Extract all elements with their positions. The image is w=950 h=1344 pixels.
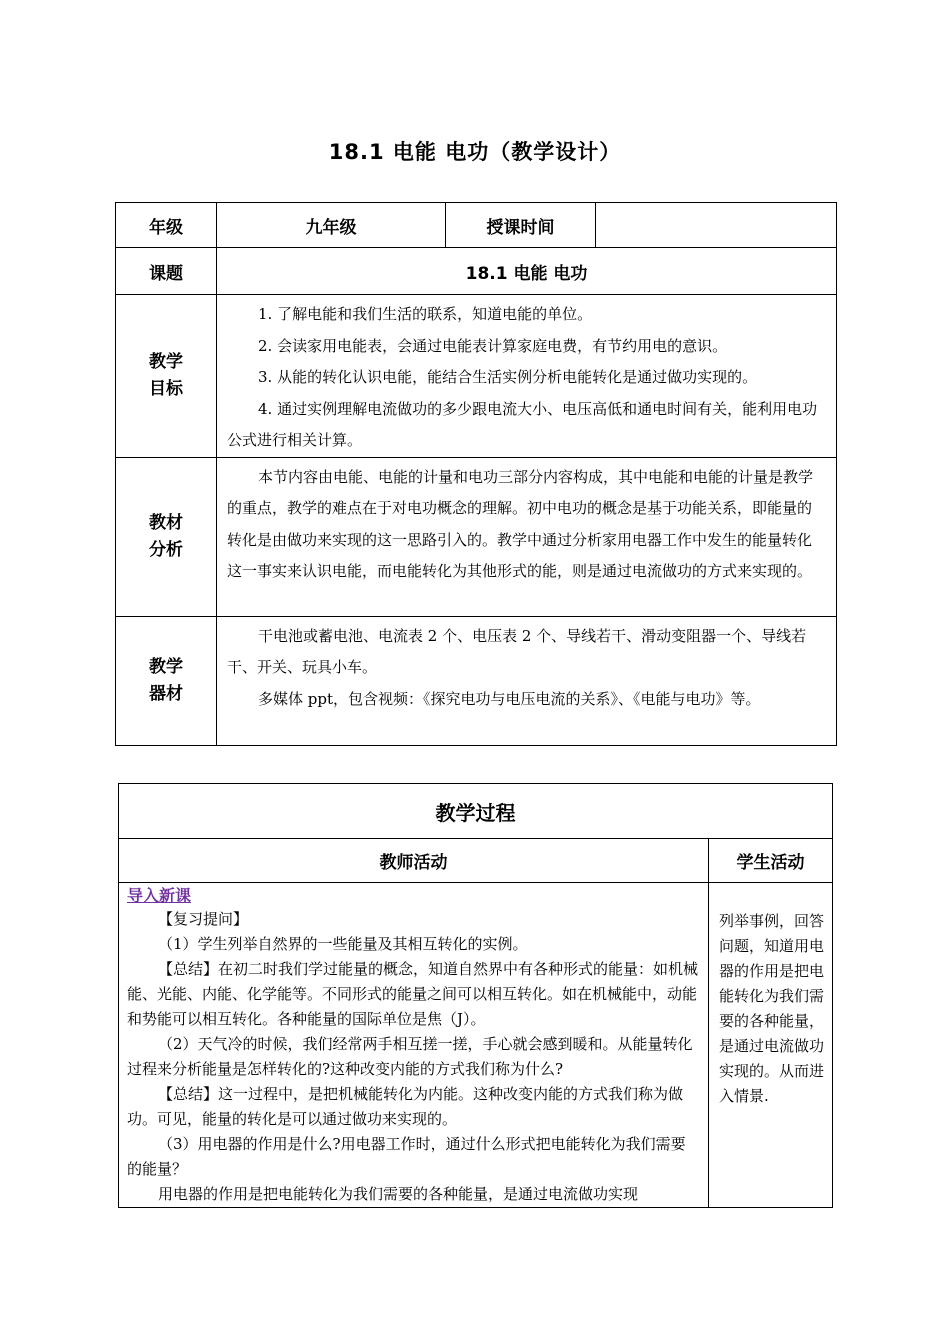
grade-value: 九年级 [217,203,446,248]
teacher-paragraph: 用电器的作用是把电能转化为我们需要的各种能量，是通过电流做功实现 [158,1185,639,1203]
process-header-row [119,839,833,883]
equipment-row [116,616,837,745]
lead-in-heading: 导入新课 [127,886,192,905]
analysis-content [217,457,837,616]
analysis-text: 本节内容由电能、电能的计量和电功三部分内容构成，其中电能和电能的计量是教学的重点，教学的难点在于对电功概念的理解。初中电功的概念是基于功能关系，即能量的转化是由做功来实现的这一思路引入的。教学中通过分析家用电器工作中发生的能量转化这一事实来认识电能，而电能转化为其他形式的能，则是通过电流做功的方式来实现的。 [227,467,814,580]
student-activity-header: 学生活动 [709,839,833,883]
teaching-process-table [118,783,833,1208]
objective-item: 2. 会读家用电能表，会通过电能表计算家庭电费，有节约用电的意识。 [258,336,728,355]
teacher-paragraph: （1）学生列举自然界的一些能量及其相互转化的实例。 [158,935,528,953]
lesson-info-table [115,202,837,746]
objectives-row [116,295,837,458]
objective-item: 4. 通过实例理解电流做功的多少跟电流大小、电压高低和通电时间有关，能利用电功公式进行相关计算。 [227,399,818,449]
objectives-label: 教学 目标 [116,295,217,458]
equipment-item: 干电池或蓄电池、电流表 2 个、电压表 2 个、导线若干、滑动变阻器一个、导线若干、开关、玩具小车。 [227,626,807,676]
equipment-label: 教学 器材 [116,616,217,745]
analysis-row [116,457,837,616]
equipment-content [217,616,837,745]
student-activity-content: 列举事例，回答问题，知道用电器的作用是把电能转化为我们需要的各种能量，是通过电流做功实现的。从而进入情景. [709,883,833,1208]
process-title: 教学过程 [119,784,833,839]
topic-row [116,248,837,295]
grade-label: 年级 [116,203,217,248]
process-title-row [119,784,833,839]
analysis-label: 教材 分析 [116,457,217,616]
class-time-value [596,203,837,248]
class-time-label: 授课时间 [446,203,596,248]
grade-row [116,203,837,248]
teacher-paragraph: 【总结】这一过程中，是把机械能转化为内能。这种改变内能的方式我们称为做功。可见，能量的转化是可以通过做功来实现的。 [127,1085,684,1128]
objective-item: 1. 了解电能和我们生活的联系，知道电能的单位。 [258,305,593,323]
topic-value: 18.1 电能 电功 [217,248,837,295]
teacher-paragraph: 【总结】在初二时我们学过能量的概念，知道自然界中有各种形式的能量：如机械能、光能、内能、化学能等。不同形式的能量之间可以相互转化。如在机械能中，动能和势能可以相互转化。各种能量的国际单位是焦（J）。 [127,960,699,1028]
equipment-item: 多媒体 ppt，包含视频：《探究电功与电压电流的关系》、《电能与电功》等。 [258,689,761,708]
teacher-paragraph: 【复习提问】 [158,910,249,928]
topic-label: 课题 [116,248,217,295]
teacher-paragraph: （2）天气冷的时候，我们经常两手相互搓一搓，手心就会感到暖和。从能量转化过程来分析能量是怎样转化的?这种改变内能的方式我们称为什么? [127,1035,693,1078]
objectives-content [217,295,837,458]
teacher-activity-content [119,883,709,1208]
process-content-row [119,883,833,1208]
page-title: 18.1 电能 电功（教学设计） [328,140,622,164]
teacher-activity-header: 教师活动 [119,839,709,883]
objective-item: 3. 从能的转化认识电能，能结合生活实例分析电能转化是通过做功实现的。 [258,368,758,386]
teacher-paragraph: （3）用电器的作用是什么?用电器工作时，通过什么形式把电能转化为我们需要的能量？ [127,1135,686,1178]
